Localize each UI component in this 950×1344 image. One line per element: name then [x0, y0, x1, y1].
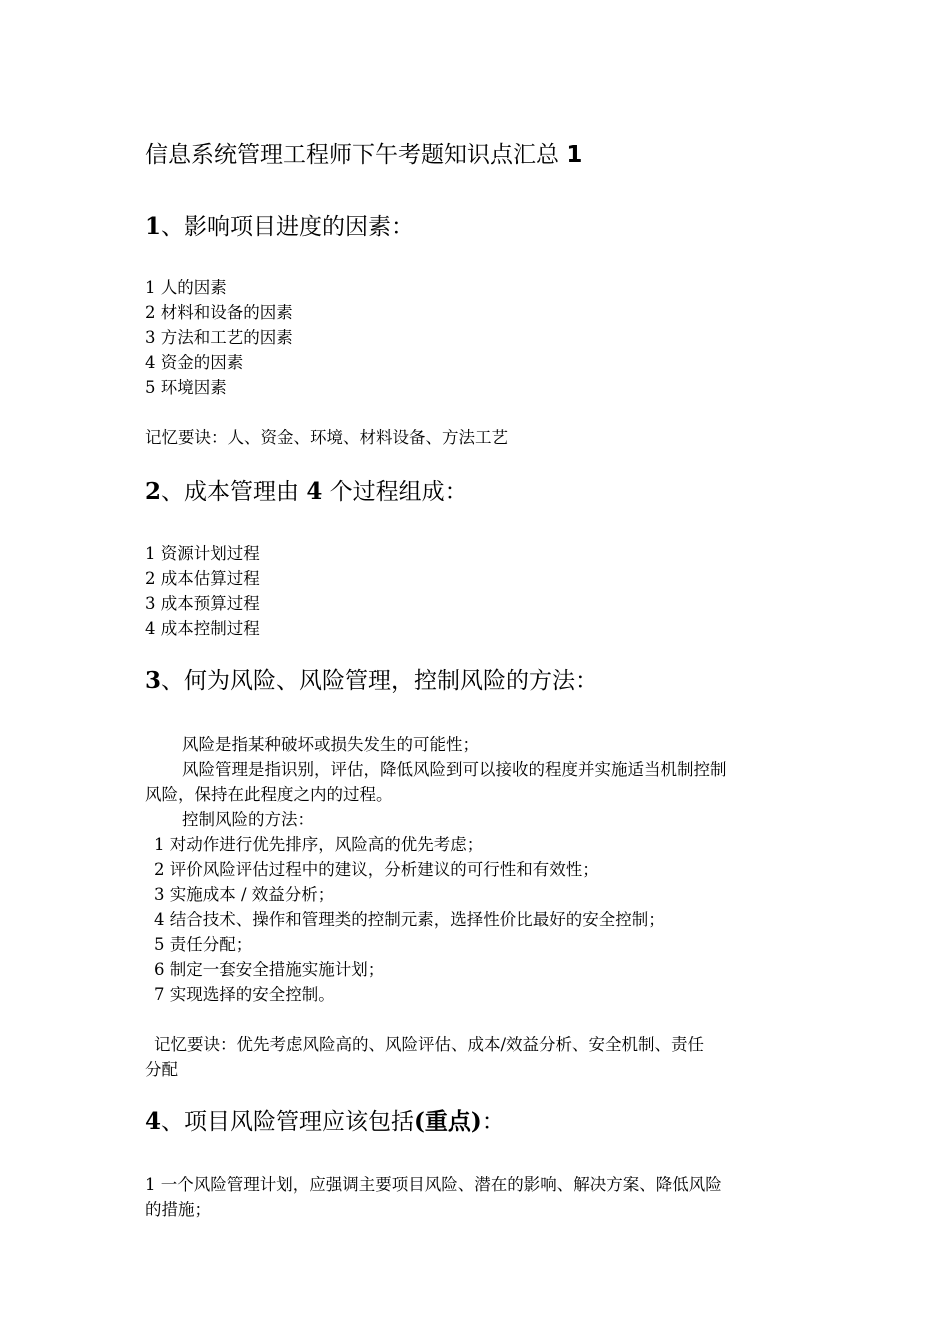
section-2-item: 1 资源计划过程 — [145, 544, 260, 563]
section-3-item: 4 结合技术、操作和管理类的控制元素，选择性价比最好的安全控制； — [154, 910, 665, 929]
section-1-memo: 记忆要诀：人、资金、环境、材料设备、方法工艺 — [145, 428, 508, 447]
section-1-heading — [145, 210, 414, 244]
section-3-memo: 记忆要诀：优先考虑风险高的、风险评估、成本/效益分析、安全机制、责任 — [154, 1035, 705, 1054]
section-3-item: 2 评价风险评估过程中的建议，分析建议的可行性和有效性； — [154, 860, 599, 879]
section-1-heading-text: 、影响项目进度的因素： — [161, 214, 415, 240]
section-3-paragraph: 风险管理是指识别，评估，降低风险到可以接收的程度并实施适当机制控制 — [182, 760, 727, 779]
section-2-item: 4 成本控制过程 — [145, 619, 260, 638]
section-2-heading-pre: 、成本管理由 — [161, 479, 300, 505]
document-title-number: 1 — [566, 142, 583, 168]
section-3-item: 6 制定一套安全措施实施计划； — [154, 960, 385, 979]
section-2-number: 2 — [145, 478, 162, 505]
section-1-item: 3 方法和工艺的因素 — [145, 328, 293, 347]
section-1-item: 1 人的因素 — [145, 278, 227, 297]
document-title — [145, 138, 582, 172]
section-2-heading — [145, 475, 468, 509]
section-2-heading-count: 4 — [306, 478, 323, 505]
section-4-heading-pre: 、项目风险管理应该包括 — [161, 1109, 415, 1135]
section-1-number: 1 — [145, 213, 162, 240]
section-3-paragraph: 风险是指某种破坏或损失发生的可能性； — [182, 735, 479, 754]
section-2-heading-post: 个过程组成： — [329, 479, 468, 505]
section-3-paragraph-continued: 风险，保持在此程度之内的过程。 — [145, 785, 393, 804]
section-1-item: 5 环境因素 — [145, 378, 227, 397]
section-3-heading-text: 、何为风险、风险管理，控制风险的方法： — [161, 668, 599, 694]
document-title-text: 信息系统管理工程师下午考题知识点汇总 — [145, 142, 559, 168]
section-4-heading — [145, 1105, 505, 1139]
section-2-item: 3 成本预算过程 — [145, 594, 260, 613]
section-3-memo-continued: 分配 — [145, 1060, 178, 1079]
section-4-item: 1 一个风险管理计划，应强调主要项目风险、潜在的影响、解决方案、降低风险 — [145, 1175, 722, 1194]
section-4-heading-post: ： — [481, 1109, 505, 1135]
section-3-item: 7 实现选择的安全控制。 — [154, 985, 335, 1004]
document-page — [145, 0, 810, 1344]
section-3-paragraph: 控制风险的方法： — [182, 810, 314, 829]
section-3-number: 3 — [145, 667, 162, 694]
section-2-item: 2 成本估算过程 — [145, 569, 260, 588]
section-4-heading-emphasis: (重点) — [414, 1108, 482, 1135]
section-3-item: 3 实施成本 / 效益分析； — [154, 885, 335, 904]
section-3-heading — [145, 664, 598, 698]
section-1-item: 2 材料和设备的因素 — [145, 303, 293, 322]
section-3-item: 5 责任分配； — [154, 935, 253, 954]
section-4-number: 4 — [145, 1108, 162, 1135]
section-1-item: 4 资金的因素 — [145, 353, 244, 372]
section-4-item-continued: 的措施； — [145, 1200, 211, 1219]
section-3-item: 1 对动作进行优先排序，风险高的优先考虑； — [154, 835, 484, 854]
